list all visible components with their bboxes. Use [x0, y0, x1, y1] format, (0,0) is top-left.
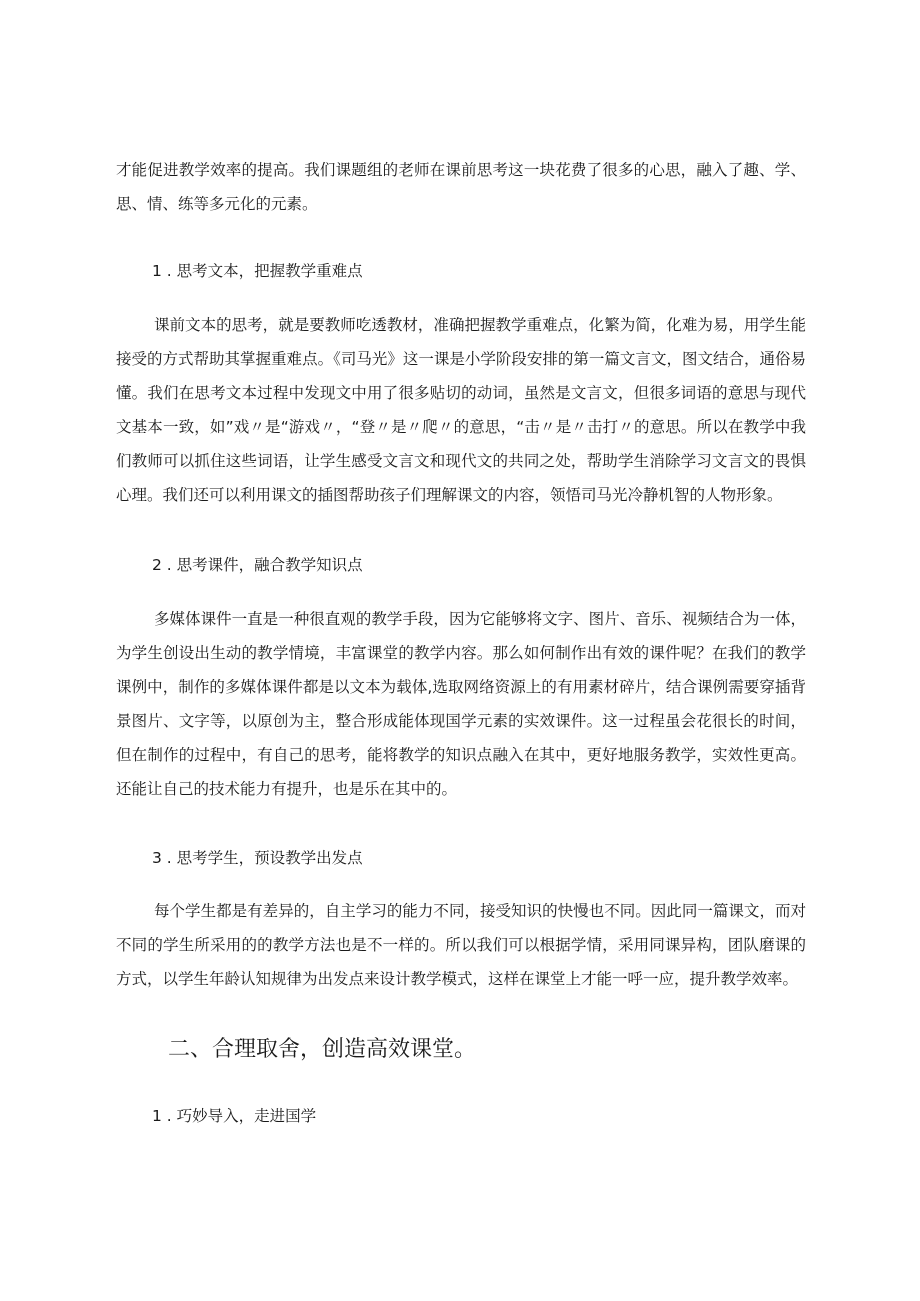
subheading-think-text: 1 . 思考文本，把握教学重难点 [152, 262, 363, 280]
section-title: 二、合理取舍，创造高效课堂。 [168, 1037, 477, 1062]
intro-paragraph: 才能促进教学效率的提高。我们课题组的老师在课前思考这一块花费了很多的心思，融入了趣、学、思、情、练等多元化的元素。 [116, 161, 806, 213]
paragraph-think-text: 课前文本的思考，就是要教师吃透教材，准确把握教学重难点，化繁为简，化难为易，用学生能接受的方式帮助其掌握重难点。《司马光》这一课是小学阶段安排的第一篇文言文，图文结合，通俗易懂。我们在思考文本过程中发现文中用了很多贴切的动词，虽然是文言文，但很多词语的意思与现代文基本一致，如”戏〃是“游戏〃，“登〃是〃爬〃的意思，“击〃是〃击打〃的意思。所以在教学中我们教师可以抓住这些词语，让学生感受文言文和现代文的共同之处，帮助学生消除学习文言文的畏惧心理。我们还可以利用课文的插图帮助孩子们理解课文的内容，领悟司马光冷静机智的人物形象。 [116, 316, 806, 504]
subheading-clever-intro: 1 . 巧妙导入，走进国学 [152, 1107, 317, 1125]
subheading-think-courseware: 2 . 思考课件，融合教学知识点 [152, 556, 363, 574]
subheading-think-students: 3 . 思考学生，预设教学出发点 [152, 849, 363, 867]
paragraph-think-courseware: 多媒体课件一直是一种很直观的教学手段，因为它能够将文字、图片、音乐、视频结合为一体，为学生创设出生动的教学情境，丰富课堂的教学内容。那么如何制作出有效的课件呢？在我们的教学课例中，制作的多媒体课件都是以文本为载体,选取网络资源上的有用素材碎片，结合课例需要穿插背景图片、文字等，以原创为主，整合形成能体现国学元素的实效课件。这一过程虽会花很长的时间，但在制作的过程中，有自己的思考，能将教学的知识点融入在其中，更好地服务教学，实效性更高。还能让自己的技术能力有提升，也是乐在其中的。 [116, 610, 806, 798]
paragraph-think-students: 每个学生都是有差异的，自主学习的能力不同，接受知识的快慢也不同。因此同一篇课文，而对不同的学生所采用的的教学方法也是不一样的。所以我们可以根据学情，采用同课异构，团队磨课的方式，以学生年龄认知规律为出发点来设计教学模式，这样在课堂上才能一呼一应，提升教学效率。 [116, 902, 806, 988]
